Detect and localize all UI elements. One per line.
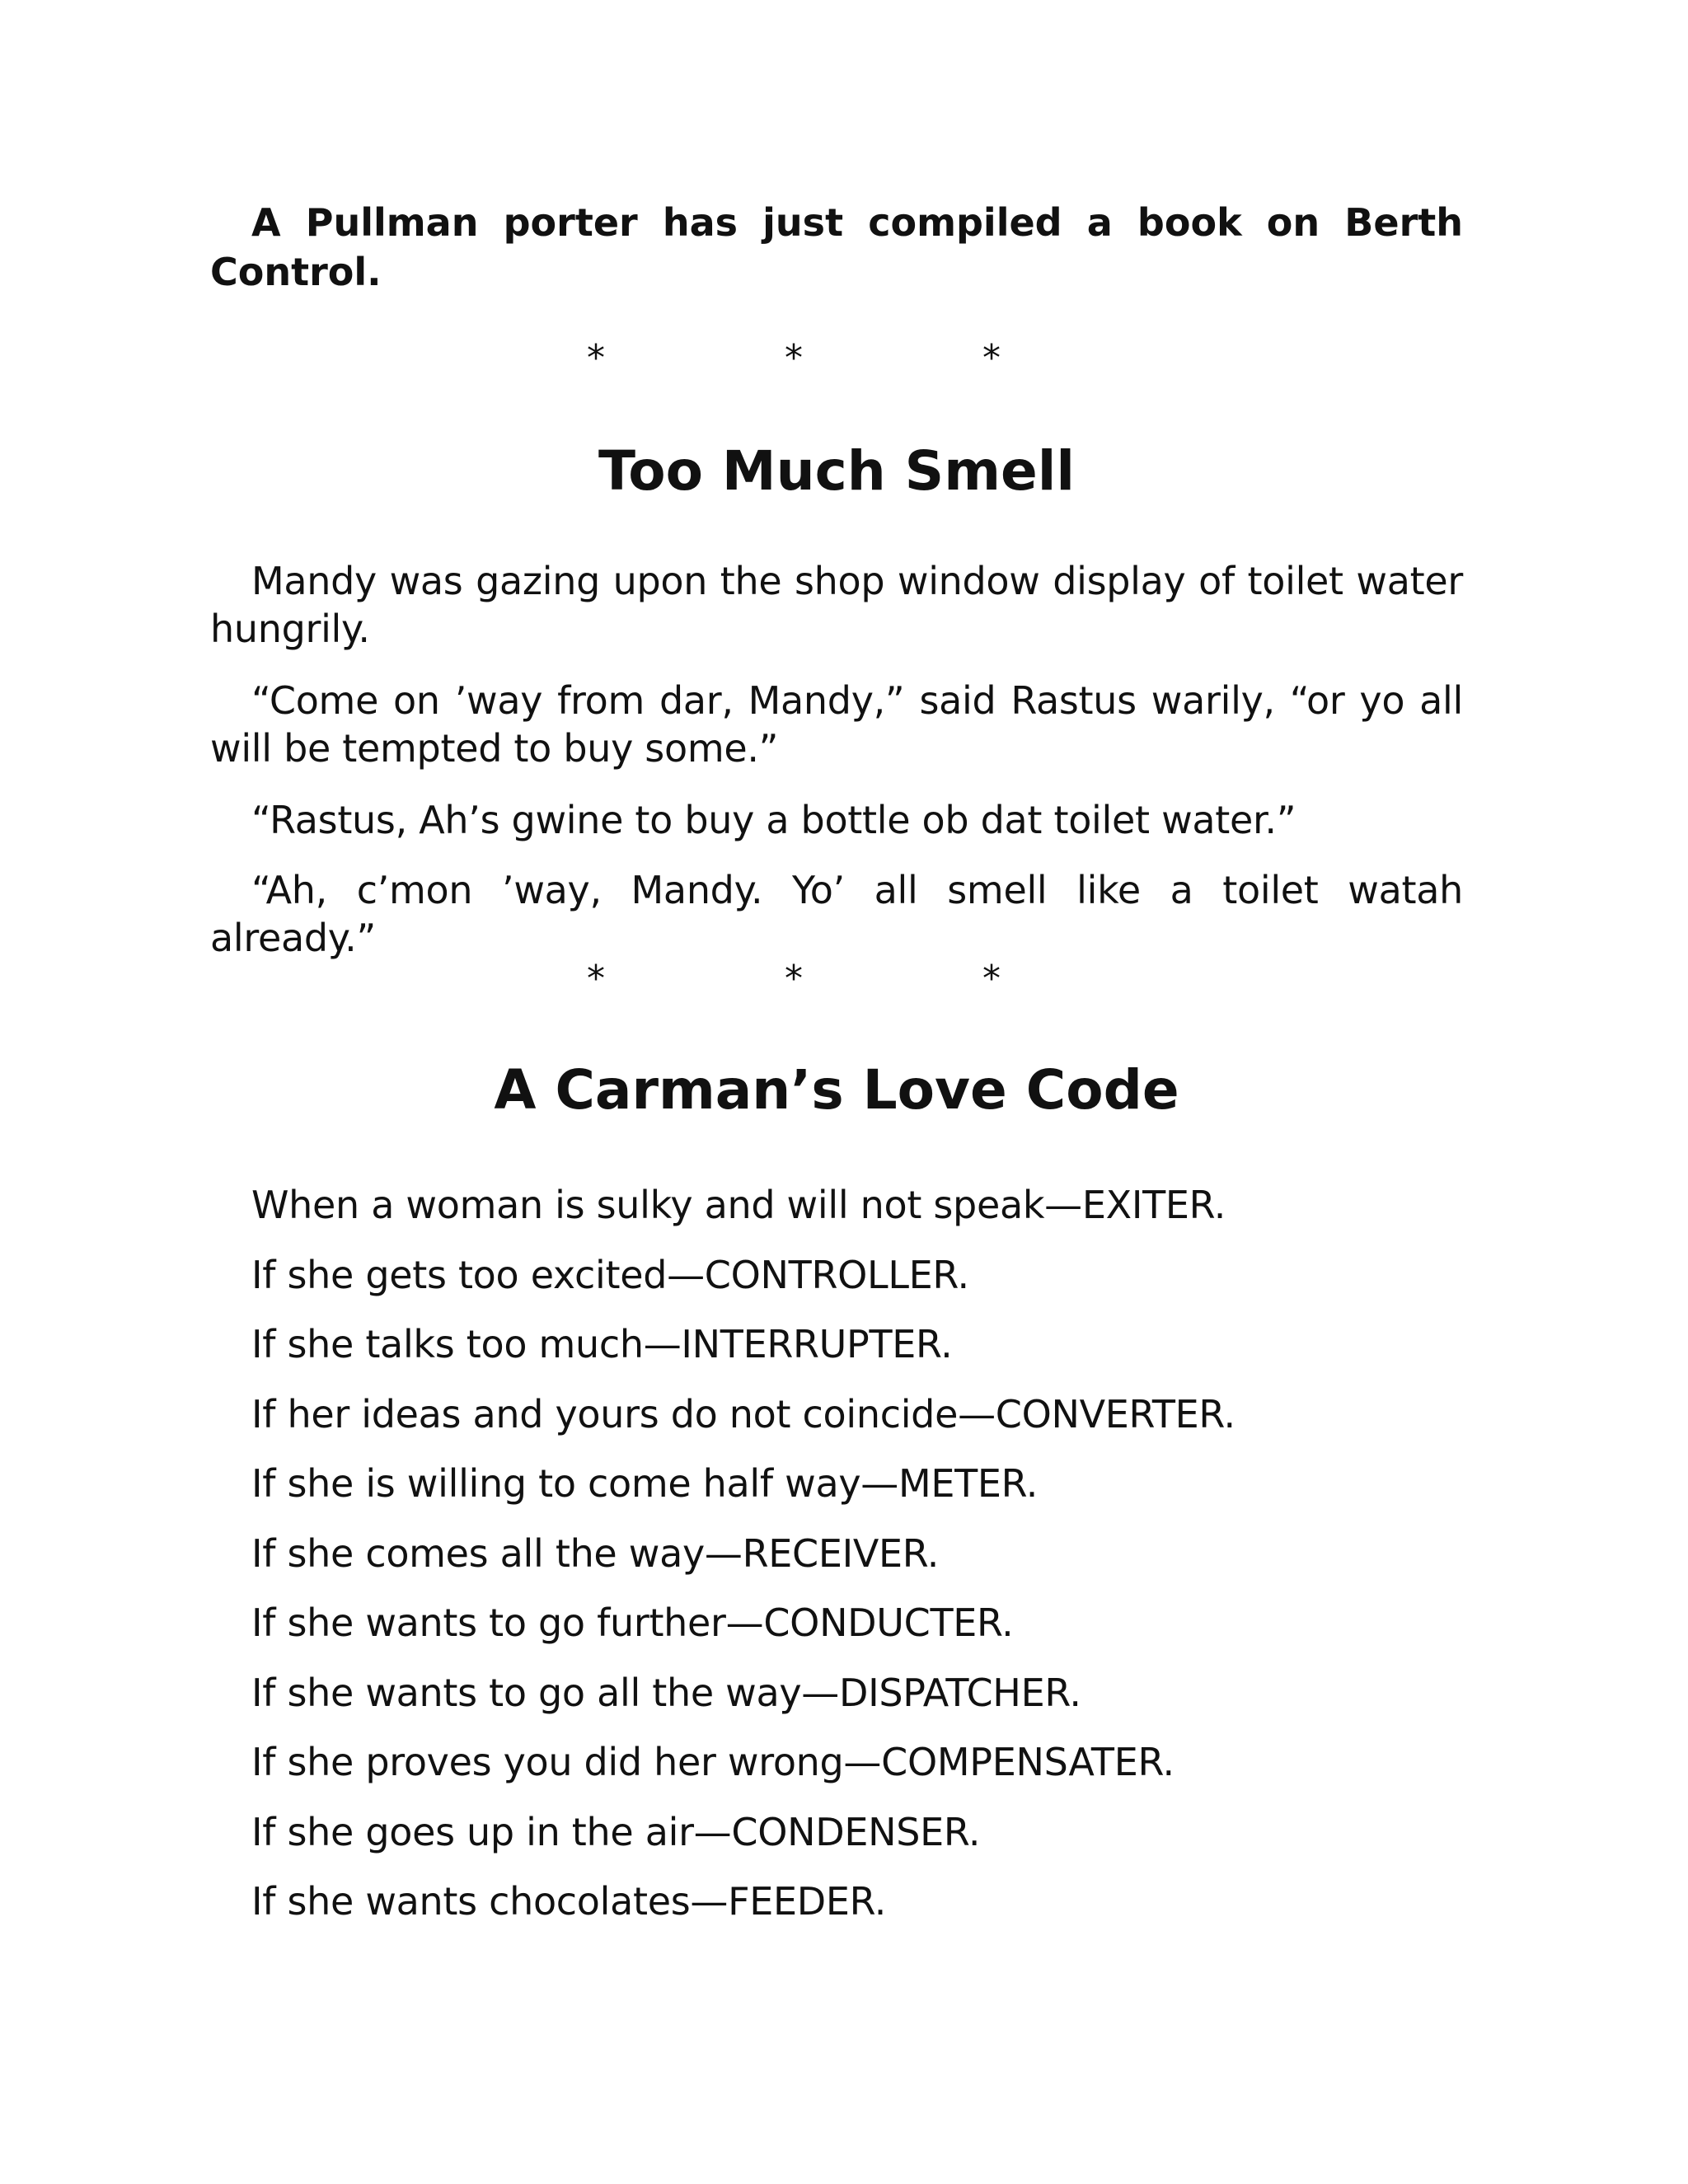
- list-item: If she wants to go further—CONDUCTER.: [251, 1601, 1014, 1645]
- list-item: If she proves you did her wrong—COMPENSATER.: [251, 1740, 1175, 1784]
- list-item: If she talks too much—INTERRUPTER.: [251, 1322, 953, 1366]
- separator-star: *: [982, 337, 1001, 379]
- list-item: If she gets too excited—CONTROLLER.: [251, 1252, 969, 1297]
- story-paragraph: “Come on ’way from dar, Mandy,” said Rastus warily, “or yo all will be tempted to buy some.”: [210, 678, 1463, 771]
- list-item: When a woman is sulky and will not speak—EXITER.: [251, 1183, 1226, 1227]
- separator-star: *: [785, 337, 803, 379]
- separator-star: *: [982, 958, 1001, 1000]
- list-item: If she goes up in the air—CONDENSER.: [251, 1809, 981, 1854]
- section-title-carmans-love-code: A Carman’s Love Code: [494, 1058, 1179, 1122]
- intro-paragraph: A Pullman porter has just compiled a book on Berth Control.: [210, 200, 1463, 294]
- separator-star: *: [587, 958, 605, 1000]
- list-item: If she wants to go all the way—DISPATCHER.: [251, 1670, 1081, 1715]
- document-page: [210, 0, 1463, 2184]
- section-separator: [210, 334, 1463, 383]
- list-item: If her ideas and yours do not coincide—CONVERTER.: [251, 1391, 1236, 1436]
- separator-star: *: [587, 337, 605, 379]
- section-separator: [210, 954, 1463, 1004]
- story-paragraph: “Ah, c’mon ’way, Mandy. Yo’ all smell like a toilet watah already.”: [210, 868, 1463, 960]
- list-item: If she wants chocolates—FEEDER.: [251, 1879, 887, 1924]
- love-code-list: [251, 1170, 1463, 1937]
- story-paragraph: Mandy was gazing upon the shop window display of toilet water hungrily.: [210, 559, 1463, 651]
- list-item: If she comes all the way—RECEIVER.: [251, 1530, 940, 1576]
- separator-star: *: [785, 958, 803, 1000]
- list-item: If she is willing to come half way—METER.: [251, 1461, 1039, 1506]
- story-paragraph: “Rastus, Ah’s gwine to buy a bottle ob dat toilet water.”: [251, 798, 1296, 842]
- section-title-too-much-smell: Too Much Smell: [598, 439, 1075, 503]
